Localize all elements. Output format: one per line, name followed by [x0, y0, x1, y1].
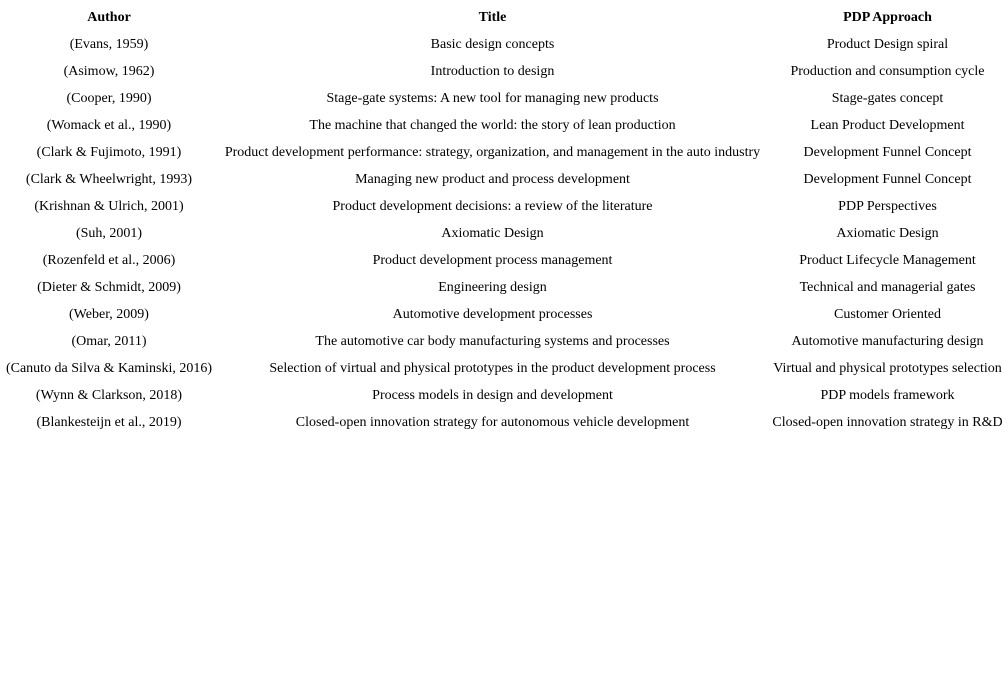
table-row — [0, 58, 1008, 85]
author-cell: (Asimow, 1962) — [63, 64, 155, 79]
title-cell: Product development performance: strategy, organization, and management in the auto industry — [224, 145, 761, 160]
header-title: Title — [478, 10, 507, 25]
header-author: Author — [87, 10, 131, 25]
table-row — [0, 328, 1008, 355]
table-row — [0, 382, 1008, 409]
table-row — [0, 220, 1008, 247]
approach-cell: Axiomatic Design — [836, 226, 939, 241]
author-cell: (Omar, 2011) — [71, 334, 147, 349]
table-row — [0, 355, 1008, 382]
approach-cell: Virtual and physical prototypes selection — [773, 361, 1002, 376]
title-cell: Stage-gate systems: A new tool for managing new products — [326, 91, 659, 106]
table-row — [0, 247, 1008, 274]
table-header-row — [0, 4, 1008, 31]
title-cell: Engineering design — [438, 280, 547, 295]
table-row — [0, 166, 1008, 193]
author-cell: (Womack et al., 1990) — [46, 118, 172, 133]
approach-cell: Automotive manufacturing design — [791, 334, 984, 349]
approach-cell: Development Funnel Concept — [803, 145, 972, 160]
title-cell: The automotive car body manufacturing systems and processes — [315, 334, 670, 349]
approach-cell: Product Lifecycle Management — [799, 253, 976, 268]
title-cell: Closed-open innovation strategy for autonomous vehicle development — [295, 415, 690, 430]
table-row — [0, 85, 1008, 112]
table-row — [0, 274, 1008, 301]
table-row — [0, 409, 1008, 436]
title-cell: Managing new product and process development — [355, 172, 630, 187]
author-cell: (Evans, 1959) — [69, 37, 149, 52]
table-row — [0, 139, 1008, 166]
title-cell: Process models in design and development — [372, 388, 613, 403]
approach-cell: Customer Oriented — [834, 307, 941, 322]
approach-cell: PDP models framework — [820, 388, 955, 403]
author-cell: (Clark & Wheelwright, 1993) — [25, 172, 193, 187]
approach-cell: Production and consumption cycle — [790, 64, 985, 79]
author-cell: (Canuto da Silva & Kaminski, 2016) — [5, 361, 213, 376]
header-approach: PDP Approach — [843, 10, 932, 25]
title-cell: Product development process management — [372, 253, 613, 268]
author-cell: (Krishnan & Ulrich, 2001) — [34, 199, 184, 214]
table-body — [0, 31, 1008, 436]
approach-cell: Development Funnel Concept — [803, 172, 972, 187]
approach-cell: Product Design spiral — [826, 37, 949, 52]
title-cell: Product development decisions: a review of the literature — [332, 199, 653, 214]
title-cell: The machine that changed the world: the story of lean production — [309, 118, 676, 133]
title-cell: Selection of virtual and physical prototypes in the product development process — [269, 361, 716, 376]
title-cell: Basic design concepts — [430, 37, 555, 52]
table-row — [0, 301, 1008, 328]
approach-cell: PDP Perspectives — [838, 199, 937, 214]
author-cell: (Weber, 2009) — [69, 307, 149, 322]
title-cell: Automotive development processes — [392, 307, 593, 322]
table-row — [0, 193, 1008, 220]
title-cell: Introduction to design — [430, 64, 555, 79]
author-cell: (Rozenfeld et al., 2006) — [42, 253, 176, 268]
author-cell: (Wynn & Clarkson, 2018) — [35, 388, 183, 403]
title-cell: Axiomatic Design — [441, 226, 544, 241]
approach-cell: Technical and managerial gates — [799, 280, 976, 295]
author-cell: (Cooper, 1990) — [66, 91, 152, 106]
table-row — [0, 112, 1008, 139]
table-row — [0, 31, 1008, 58]
author-cell: (Blankesteijn et al., 2019) — [36, 415, 182, 430]
approach-cell: Lean Product Development — [810, 118, 965, 133]
literature-table — [0, 4, 1008, 436]
author-cell: (Dieter & Schmidt, 2009) — [37, 280, 181, 295]
author-cell: (Suh, 2001) — [75, 226, 143, 241]
author-cell: (Clark & Fujimoto, 1991) — [36, 145, 182, 160]
approach-cell: Stage-gates concept — [831, 91, 944, 106]
approach-cell: Closed-open innovation strategy in R&D — [772, 415, 1003, 430]
